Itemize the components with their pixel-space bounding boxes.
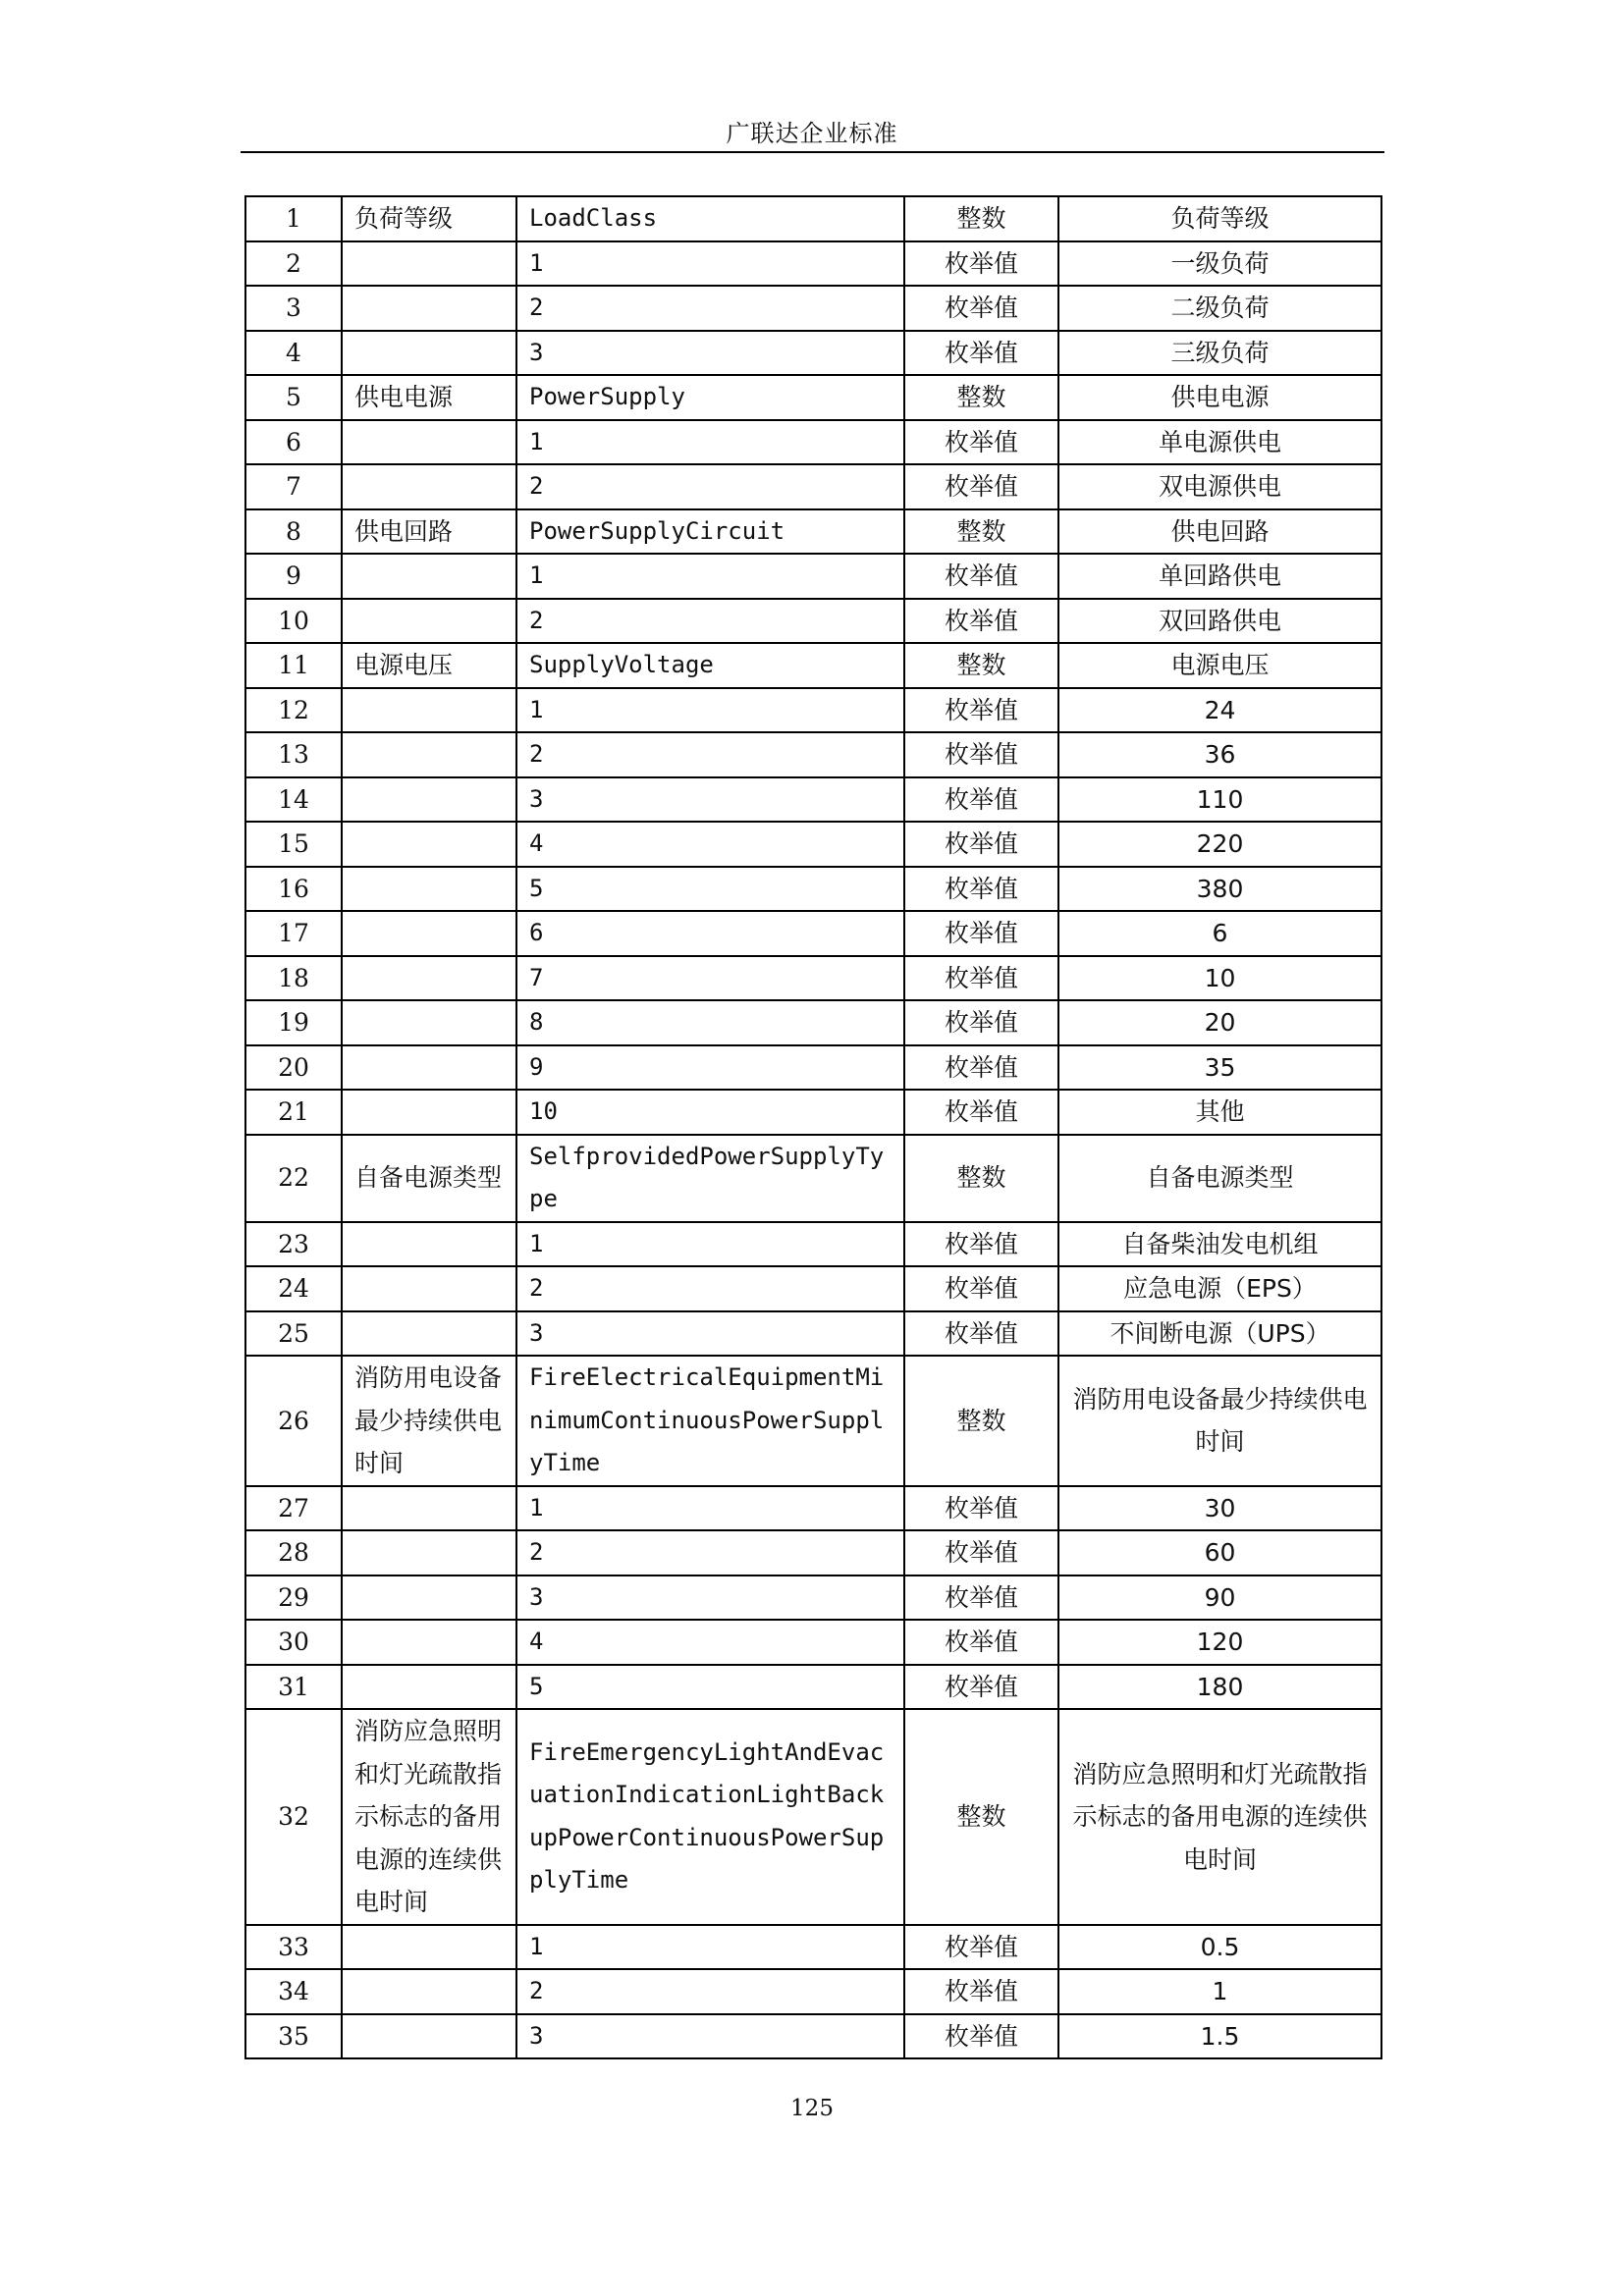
attribute-name-cell [342,1311,516,1357]
data-type-cell: 枚举值 [904,2014,1058,2059]
attribute-name-cell [342,1000,516,1045]
table-row [245,196,1381,241]
description-cell: 供电电源 [1058,375,1381,420]
attribute-code-cell: 2 [516,599,904,644]
description-cell: 双回路供电 [1058,599,1381,644]
table-row [245,1665,1381,1710]
data-type-cell: 枚举值 [904,1090,1058,1135]
attribute-name-cell [342,911,516,956]
table-row [245,241,1381,287]
description-cell: 单回路供电 [1058,554,1381,599]
description-cell: 供电回路 [1058,509,1381,555]
attribute-code-cell: 2 [516,1266,904,1311]
description-cell: 110 [1058,777,1381,823]
table-row [245,1969,1381,2014]
row-number-cell: 4 [245,331,342,376]
description-cell: 90 [1058,1575,1381,1621]
table-row [245,1356,1381,1486]
data-type-cell: 整数 [904,643,1058,688]
table-row [245,420,1381,465]
attribute-code-cell: 6 [516,911,904,956]
data-type-cell: 枚举值 [904,1311,1058,1357]
description-cell: 24 [1058,688,1381,733]
table-row [245,1000,1381,1045]
row-number-cell: 16 [245,867,342,912]
row-number-cell: 17 [245,911,342,956]
description-cell: 1.5 [1058,2014,1381,2059]
page-number: 125 [790,2096,834,2121]
attribute-code-cell: SelfprovidedPowerSupplyType [516,1135,904,1222]
row-number-cell: 13 [245,732,342,777]
description-cell: 双电源供电 [1058,464,1381,509]
description-cell: 其他 [1058,1090,1381,1135]
table-row [245,956,1381,1001]
attribute-code-cell: FireEmergencyLightAndEvacuationIndicationLightBackupPowerContinuousPowerSupplyTime [516,1709,904,1925]
table-row [245,509,1381,555]
attribute-name-cell [342,331,516,376]
table-row [245,1486,1381,1531]
attribute-name-cell [342,286,516,331]
attribute-code-cell: 2 [516,464,904,509]
data-type-cell: 枚举值 [904,1000,1058,1045]
row-number-cell: 18 [245,956,342,1001]
data-type-cell: 枚举值 [904,331,1058,376]
table-row [245,1090,1381,1135]
table-row [245,464,1381,509]
row-number-cell: 22 [245,1135,342,1222]
table-row [245,777,1381,823]
table-row [245,599,1381,644]
attribute-code-cell: 10 [516,1090,904,1135]
row-number-cell: 24 [245,1266,342,1311]
attribute-code-cell: LoadClass [516,196,904,241]
description-cell: 6 [1058,911,1381,956]
attribute-code-cell: 9 [516,1045,904,1091]
data-type-cell: 枚举值 [904,732,1058,777]
table-row [245,1925,1381,1970]
description-cell: 消防用电设备最少持续供电时间 [1058,1356,1381,1486]
row-number-cell: 23 [245,1222,342,1267]
data-type-cell: 枚举值 [904,1486,1058,1531]
attribute-code-cell: PowerSupplyCircuit [516,509,904,555]
data-type-cell: 整数 [904,1135,1058,1222]
row-number-cell: 2 [245,241,342,287]
attribute-code-cell: 1 [516,1222,904,1267]
attribute-name-cell [342,420,516,465]
table-row [245,1530,1381,1575]
description-cell: 0.5 [1058,1925,1381,1970]
description-cell: 35 [1058,1045,1381,1091]
attribute-code-cell: 3 [516,1575,904,1621]
data-type-cell: 整数 [904,1356,1058,1486]
data-type-cell: 枚举值 [904,777,1058,823]
table-row [245,1045,1381,1091]
row-number-cell: 31 [245,1665,342,1710]
table-row [245,911,1381,956]
attribute-code-cell: 5 [516,867,904,912]
data-type-cell: 整数 [904,196,1058,241]
attribute-code-cell: 1 [516,420,904,465]
attribute-name-cell [342,464,516,509]
table-row [245,867,1381,912]
attribute-name-cell [342,777,516,823]
attribute-name-cell [342,1266,516,1311]
row-number-cell: 11 [245,643,342,688]
row-number-cell: 20 [245,1045,342,1091]
attribute-code-cell: 3 [516,777,904,823]
row-number-cell: 21 [245,1090,342,1135]
attribute-code-cell: SupplyVoltage [516,643,904,688]
attribute-name-cell: 消防应急照明和灯光疏散指示标志的备用电源的连续供电时间 [342,1709,516,1925]
attribute-code-cell: 3 [516,1311,904,1357]
data-type-cell: 枚举值 [904,688,1058,733]
table-row [245,732,1381,777]
data-type-cell: 枚举值 [904,1045,1058,1091]
data-type-cell: 枚举值 [904,1665,1058,1710]
attribute-name-cell: 自备电源类型 [342,1135,516,1222]
attribute-table-body [245,196,1381,2058]
attribute-code-cell: FireElectricalEquipmentMinimumContinuousPowerSupplyTime [516,1356,904,1486]
attribute-name-cell [342,1620,516,1665]
attribute-name-cell [342,956,516,1001]
attribute-name-cell: 负荷等级 [342,196,516,241]
attribute-name-cell [342,2014,516,2059]
attribute-name-cell [342,1486,516,1531]
description-cell: 180 [1058,1665,1381,1710]
attribute-code-cell: 1 [516,688,904,733]
table-row [245,1222,1381,1267]
table-row [245,1575,1381,1621]
attribute-name-cell [342,688,516,733]
attribute-code-cell: 2 [516,732,904,777]
data-type-cell: 枚举值 [904,464,1058,509]
table-row [245,1266,1381,1311]
row-number-cell: 1 [245,196,342,241]
row-number-cell: 5 [245,375,342,420]
attribute-name-cell [342,732,516,777]
row-number-cell: 15 [245,822,342,867]
attribute-name-cell [342,1969,516,2014]
row-number-cell: 27 [245,1486,342,1531]
description-cell: 电源电压 [1058,643,1381,688]
row-number-cell: 35 [245,2014,342,2059]
attribute-code-cell: 1 [516,1486,904,1531]
table-row [245,1311,1381,1357]
attribute-code-cell: 3 [516,331,904,376]
page-header-title: 广联达企业标准 [726,120,898,147]
attribute-name-cell [342,241,516,287]
row-number-cell: 12 [245,688,342,733]
data-type-cell: 枚举值 [904,1575,1058,1621]
attribute-name-cell [342,1222,516,1267]
data-type-cell: 枚举值 [904,1222,1058,1267]
description-cell: 30 [1058,1486,1381,1531]
data-type-cell: 枚举值 [904,420,1058,465]
row-number-cell: 19 [245,1000,342,1045]
attribute-code-cell: 7 [516,956,904,1001]
table-row [245,331,1381,376]
row-number-cell: 14 [245,777,342,823]
attribute-name-cell: 电源电压 [342,643,516,688]
description-cell: 10 [1058,956,1381,1001]
data-type-cell: 枚举值 [904,1266,1058,1311]
row-number-cell: 29 [245,1575,342,1621]
row-number-cell: 10 [245,599,342,644]
data-type-cell: 枚举值 [904,599,1058,644]
description-cell: 380 [1058,867,1381,912]
data-type-cell: 枚举值 [904,1530,1058,1575]
row-number-cell: 32 [245,1709,342,1925]
row-number-cell: 7 [245,464,342,509]
description-cell: 自备电源类型 [1058,1135,1381,1222]
data-type-cell: 枚举值 [904,1969,1058,2014]
description-cell: 60 [1058,1530,1381,1575]
data-type-cell: 枚举值 [904,554,1058,599]
table-row [245,375,1381,420]
description-cell: 一级负荷 [1058,241,1381,287]
attribute-name-cell [342,867,516,912]
attribute-code-cell: 4 [516,1620,904,1665]
table-row [245,286,1381,331]
attribute-code-cell: 2 [516,1530,904,1575]
attribute-code-cell: 1 [516,241,904,287]
description-cell: 消防应急照明和灯光疏散指示标志的备用电源的连续供电时间 [1058,1709,1381,1925]
attribute-name-cell: 消防用电设备最少持续供电时间 [342,1356,516,1486]
attribute-code-cell: PowerSupply [516,375,904,420]
description-cell: 自备柴油发电机组 [1058,1222,1381,1267]
description-cell: 120 [1058,1620,1381,1665]
row-number-cell: 28 [245,1530,342,1575]
attribute-name-cell [342,599,516,644]
description-cell: 单电源供电 [1058,420,1381,465]
attribute-name-cell: 供电电源 [342,375,516,420]
attribute-name-cell [342,1575,516,1621]
data-type-cell: 枚举值 [904,286,1058,331]
table-row [245,554,1381,599]
description-cell: 负荷等级 [1058,196,1381,241]
attribute-code-cell: 4 [516,822,904,867]
attribute-code-cell: 8 [516,1000,904,1045]
table-row [245,1135,1381,1222]
data-type-cell: 枚举值 [904,1925,1058,1970]
table-row [245,1709,1381,1925]
row-number-cell: 25 [245,1311,342,1357]
attribute-name-cell [342,1665,516,1710]
data-type-cell: 枚举值 [904,956,1058,1001]
description-cell: 二级负荷 [1058,286,1381,331]
table-row [245,688,1381,733]
table-row [245,822,1381,867]
data-type-cell: 整数 [904,1709,1058,1925]
data-type-cell: 整数 [904,509,1058,555]
row-number-cell: 8 [245,509,342,555]
header-divider [241,151,1384,153]
description-cell: 应急电源（EPS） [1058,1266,1381,1311]
attribute-name-cell [342,1925,516,1970]
table-row [245,643,1381,688]
data-type-cell: 枚举值 [904,1620,1058,1665]
description-cell: 20 [1058,1000,1381,1045]
data-type-cell: 枚举值 [904,822,1058,867]
attribute-code-cell: 5 [516,1665,904,1710]
row-number-cell: 34 [245,1969,342,2014]
data-type-cell: 枚举值 [904,911,1058,956]
data-type-cell: 枚举值 [904,241,1058,287]
attribute-code-cell: 1 [516,554,904,599]
data-type-cell: 枚举值 [904,867,1058,912]
description-cell: 1 [1058,1969,1381,2014]
description-cell: 220 [1058,822,1381,867]
attribute-name-cell: 供电回路 [342,509,516,555]
attribute-code-cell: 1 [516,1925,904,1970]
row-number-cell: 30 [245,1620,342,1665]
table-row [245,1620,1381,1665]
attribute-table [244,195,1382,2059]
row-number-cell: 6 [245,420,342,465]
attribute-name-cell [342,822,516,867]
data-type-cell: 整数 [904,375,1058,420]
attribute-name-cell [342,1045,516,1091]
attribute-code-cell: 2 [516,286,904,331]
attribute-code-cell: 2 [516,1969,904,2014]
description-cell: 不间断电源（UPS） [1058,1311,1381,1357]
attribute-name-cell [342,1090,516,1135]
table-row [245,2014,1381,2059]
attribute-name-cell [342,554,516,599]
attribute-code-cell: 3 [516,2014,904,2059]
row-number-cell: 26 [245,1356,342,1486]
row-number-cell: 33 [245,1925,342,1970]
description-cell: 三级负荷 [1058,331,1381,376]
row-number-cell: 3 [245,286,342,331]
row-number-cell: 9 [245,554,342,599]
attribute-name-cell [342,1530,516,1575]
description-cell: 36 [1058,732,1381,777]
